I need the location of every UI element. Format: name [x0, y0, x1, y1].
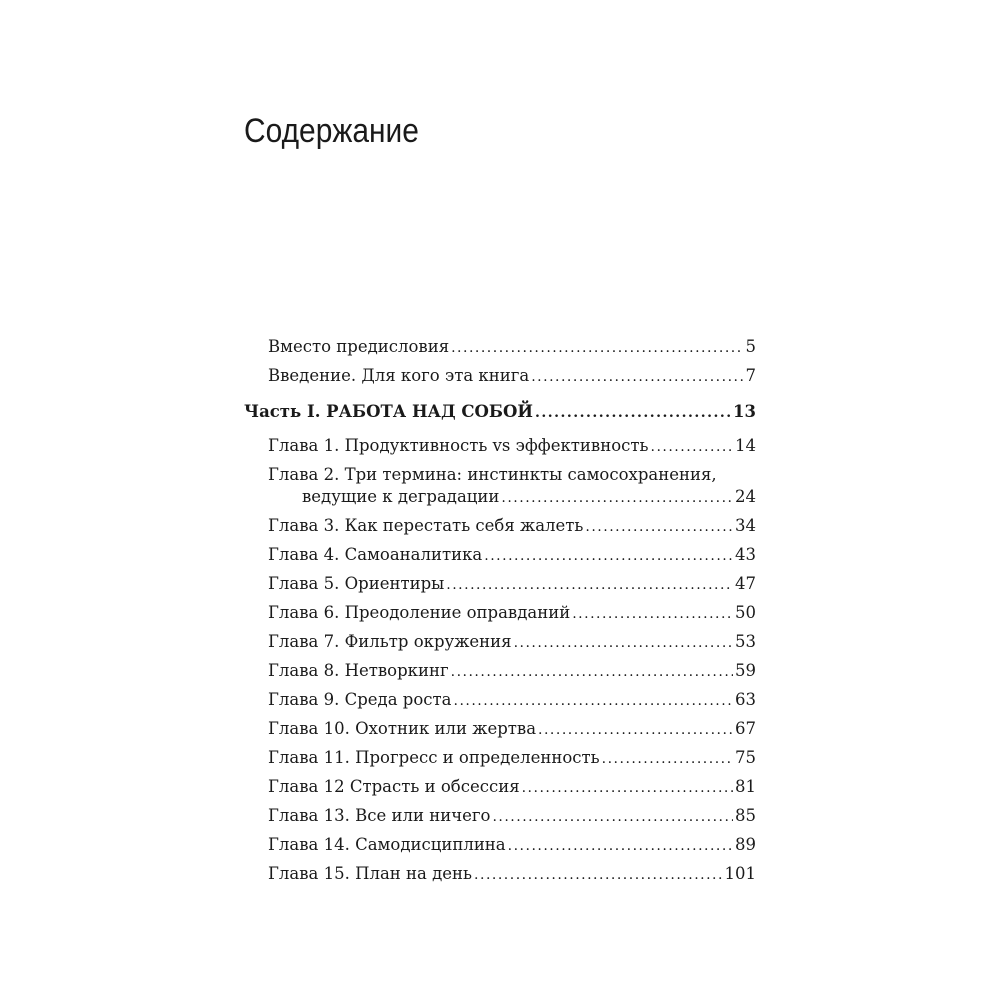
toc-entry-ch2-line1[interactable]: Глава 2. Три термина: инстинкты самосохранения, [268, 465, 717, 484]
toc-part-1[interactable] [244, 402, 756, 422]
toc-entry-label: Глава 5. Ориентиры [268, 574, 445, 593]
toc-entry-label: Вместо предисловия [268, 337, 450, 356]
toc-entry-label: Глава 4. Самоаналитика [268, 545, 483, 564]
dot-leader [651, 437, 734, 457]
dot-leader [514, 633, 733, 653]
toc-entry-label: Глава 10. Охотник или жертва [268, 719, 537, 738]
toc-entry-ch4[interactable] [268, 545, 756, 565]
toc-entry-label: Глава 6. Преодоление оправданий [268, 603, 571, 622]
toc-entry-label: Глава 15. План на день [268, 864, 473, 883]
toc-page-number: 75 [735, 748, 756, 767]
toc-entry-ch1[interactable] [268, 436, 756, 456]
toc-page-number: 34 [735, 516, 756, 535]
toc-entry-ch9[interactable] [268, 690, 756, 710]
toc-page-number: 81 [735, 777, 756, 796]
toc-entry-ch10[interactable] [268, 719, 756, 739]
page-title: Содержание [244, 112, 419, 150]
toc-entry-ch2[interactable] [302, 487, 756, 507]
toc-page-number: 43 [735, 545, 756, 564]
dot-leader [451, 662, 733, 682]
toc-entry-label: Глава 13. Все или ничего [268, 806, 491, 825]
toc-entry-ch7[interactable] [268, 632, 756, 652]
dot-leader [446, 575, 733, 595]
dot-leader [585, 517, 733, 537]
toc-page-number: 13 [733, 402, 756, 421]
dot-leader [454, 691, 734, 711]
toc-entry-label: Глава 14. Самодисциплина [268, 835, 506, 854]
toc-page-number: 14 [735, 436, 756, 455]
toc-page-number: 53 [735, 632, 756, 651]
toc-entry-ch3[interactable] [268, 516, 756, 536]
dot-leader [492, 807, 733, 827]
toc-page-number: 67 [735, 719, 756, 738]
toc-page-number: 85 [735, 806, 756, 825]
toc-entry-ch13[interactable] [268, 806, 756, 826]
toc-entry-label: ведущие к деградации [302, 487, 500, 506]
toc-entry-ch14[interactable] [268, 835, 756, 855]
toc-entry-label: Глава 3. Как перестать себя жалеть [268, 516, 584, 535]
toc-page-number: 89 [735, 835, 756, 854]
toc-entry-ch15[interactable] [268, 864, 756, 884]
toc-page-number: 50 [735, 603, 756, 622]
toc-entry-ch11[interactable] [268, 748, 756, 768]
toc-entry-label: Глава 1. Продуктивность vs эффективность [268, 436, 649, 455]
toc-entry-label: Введение. Для кого эта книга [268, 366, 530, 385]
toc-page-number: 47 [735, 574, 756, 593]
toc-entry-intro[interactable] [268, 366, 756, 386]
toc-entry-ch12[interactable] [268, 777, 756, 797]
dot-leader [451, 338, 743, 358]
dot-leader [484, 546, 733, 566]
toc-entry-ch6[interactable] [268, 603, 756, 623]
toc-entry-label: Глава 11. Прогресс и определенность [268, 748, 600, 767]
toc-page-number: 5 [745, 337, 756, 356]
dot-leader [538, 720, 733, 740]
toc-page-number: 59 [735, 661, 756, 680]
dot-leader [508, 836, 733, 856]
toc-entry-label: Глава 7. Фильтр окружения [268, 632, 512, 651]
dot-leader [501, 488, 733, 508]
toc-page-number: 63 [735, 690, 756, 709]
toc-page-number: 24 [735, 487, 756, 506]
toc-page-number: 7 [745, 366, 756, 385]
dot-leader [522, 778, 733, 798]
dot-leader [572, 604, 733, 624]
toc-entry-label: Глава 8. Нетворкинг [268, 661, 449, 680]
dot-leader [474, 865, 722, 885]
dot-leader [602, 749, 733, 769]
dot-leader [535, 403, 731, 423]
toc-entry-label: Глава 9. Среда роста [268, 690, 452, 709]
toc-part-label: Часть I. РАБОТА НАД СОБОЙ [244, 402, 533, 421]
dot-leader [531, 367, 743, 387]
toc-page-number: 101 [724, 864, 756, 883]
toc-entry-label: Глава 12 Страсть и обсессия [268, 777, 520, 796]
toc-entry-ch5[interactable] [268, 574, 756, 594]
toc-entry-ch8[interactable] [268, 661, 756, 681]
toc-entry-preface[interactable] [268, 337, 756, 357]
